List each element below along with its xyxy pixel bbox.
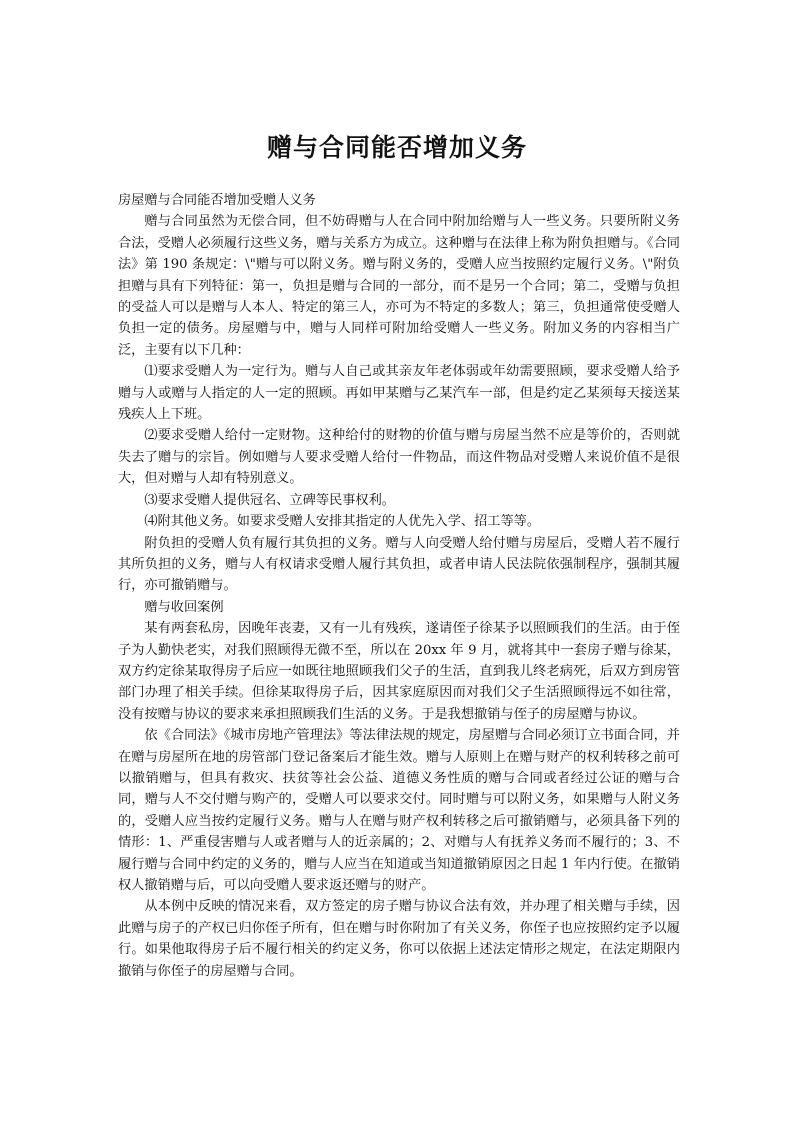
document-title: 赠与合同能否增加义务: [266, 133, 527, 162]
body-paragraph: ⑵要求受赠人给付一定财物。这种给付的财物的价值与赠与房屋当然不应是等价的，否则就失去了赠与的宗旨。例如赠与人要求受赠人给付一件物品，而这件物品对受赠人来说价值不是很大，但对赠与人却有特别意义。: [118, 428, 680, 487]
body-paragraph: 赠与合同虽然为无偿合同，但不妨碍赠与人在合同中附加给赠与人一些义务。只要所附义务合法，受赠人必须履行这些义务，赠与关系方为成立。这种赠与在法律上称为附负担赠与。《合同法》第 190 条规定：\"赠与可以附义务。赠与附义务的，受赠人应当按照约定履行义务。\"附负担赠与具有下列特征：第一，负担是赠与合同的一部分，而不是另一个合同；第二，受赠与负担的受益人可以是赠与人本人、特定的第三人，亦可为不特定的多数人；第三，负担通常使受赠人负担一定的债务。房屋赠与中，赠与人同样可附加给受赠人一些义务。附加义务的内容相当广泛，主要有以下几种：: [118, 214, 680, 358]
body-paragraph: 某有两套私房，因晚年丧妻，又有一儿有残疾，遂请侄子徐某予以照顾我们的生活。由于侄子为人勤快老实，对我们照顾得无微不至，所以在 20xx 年 9 月，就将其中一套房子赠与徐某，双方约定徐某取得房子后应一如既往地照顾我们父子的生活，直到我儿终老病死，后双方到房管部门办理了相关手续。但徐某取得房子后，因其家庭原因而对我们父子生活照顾得远不如往常，没有按赠与协议的要求来承担照顾我们生活的义务。于是我想撤销与侄子的房屋赠与协议。: [118, 621, 680, 722]
body-paragraph: 赠与收回案例: [144, 599, 224, 615]
body-paragraph: 附负担的受赠人负有履行其负担的义务。赠与人向受赠人给付赠与房屋后，受赠人若不履行其所负担的义务，赠与人有权请求受赠人履行其负担，或者申请人民法院依强制程序，强制其履行，亦可撤销赠与。: [118, 535, 680, 594]
body-paragraph: ⑶要求受赠人提供冠名、立碑等民事权利。: [144, 492, 395, 508]
body-paragraph: 依《合同法》《城市房地产管理法》等法律法规的规定，房屋赠与合同必须订立书面合同，并在赠与房屋所在地的房管部门登记备案后才能生效。赠与人原则上在赠与财产的权利转移之前可以撤销赠与，但具有救灾、扶贫等社会公益、道德义务性质的赠与合同或者经过公证的赠与合同，赠与人不交付赠与购产的，受赠人可以要求交付。同时赠与可以附义务，如果赠与人附义务的，受赠人应当按约定履行义务。赠与人在赠与财产权利转移之后可撤销赠与，必须具备下列的情形：1、严重侵害赠与人或者赠与人的近亲属的；2、对赠与人有抚养义务而不履行的；3、不履行赠与合同中约定的义务的，赠与人应当在知道或当知道撤销原因之日起 1 年内行使。在撤销权人撤销赠与后，可以向受赠人要求返还赠与的财产。: [118, 728, 680, 893]
body-paragraph: ⑷附其他义务。如要求受赠人安排其指定的人优先入学、招工等等。: [144, 514, 541, 530]
body-paragraph: 从本例中反映的情况来看，双方签定的房子赠与协议合法有效，并办理了相关赠与手续，因此赠与房子的产权已归你侄子所有，但在赠与时你附加了有关义务，你侄子也应按照约定予以履行。如果他取得房子后不履行相关的约定义务，你可以依据上述法定情形之规定，在法定期限内撤销与你侄子的房屋赠与合同。: [118, 899, 680, 979]
document-body: [118, 190, 680, 982]
body-paragraph: ⑴要求受赠人为一定行为。赠与人自己或其亲友年老体弱或年幼需要照顾，要求受赠人给予赠与人或赠与人指定的人一定的照顾。再如甲某赠与乙某汽车一部，但是约定乙某须每天接送某残疾人上下班。: [118, 364, 680, 423]
document-subtitle: 房屋赠与合同能否增加受赠人义务: [118, 193, 316, 208]
